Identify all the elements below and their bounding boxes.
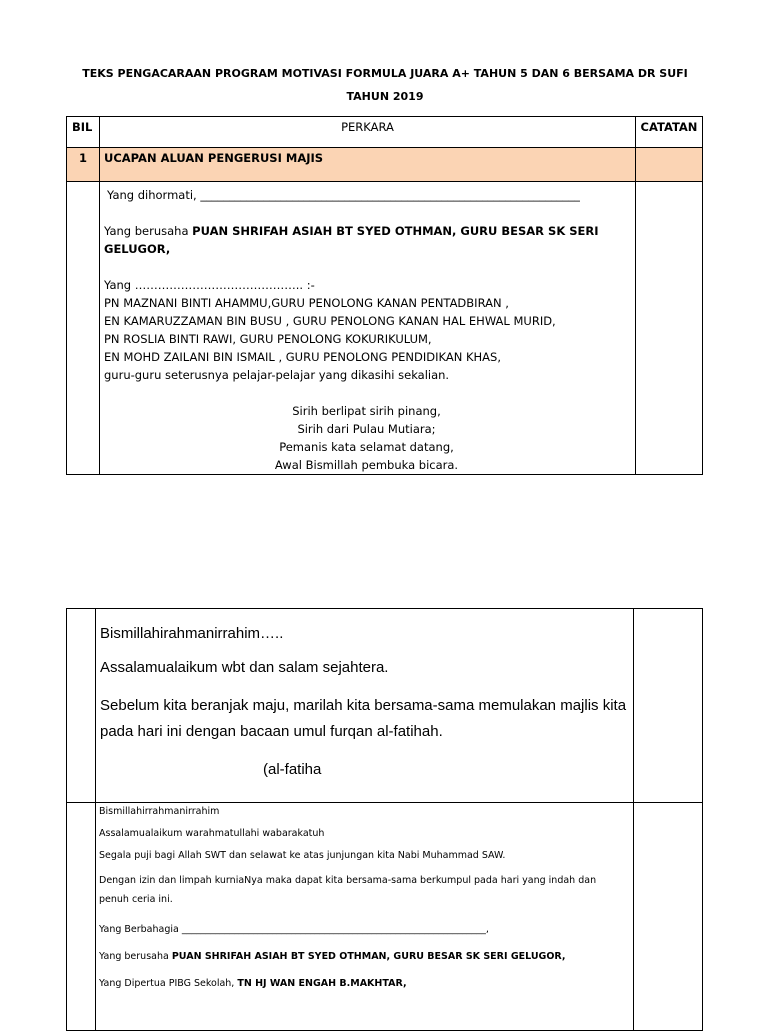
berusaha-prefix: Yang berusaha <box>99 951 172 962</box>
section-row <box>67 148 703 182</box>
guru-besar-name: PUAN SHRIFAH ASIAH BT SYED OTHMAN, GURU BESAR SK SERI GELUGOR, <box>171 951 566 962</box>
bil-cell <box>67 182 100 475</box>
opening-text-cell <box>96 609 634 803</box>
catatan-cell <box>634 803 703 1031</box>
catatan-cell <box>636 182 703 475</box>
bil-cell <box>67 609 96 803</box>
section-number: 1 <box>67 148 100 182</box>
bil-cell <box>67 803 96 1031</box>
welcome-text-cell <box>96 803 634 1031</box>
salam-line: Assalamualaikum wbt dan salam sejahtera. <box>100 659 389 676</box>
dipertua-name: TN HJ WAN ENGAH B.MAKHTAR, <box>237 978 407 989</box>
guru-besar-name: PUAN SHRIFAH ASIAH BT SYED OTHMAN, GURU BESAR SK SERI GELUGOR, <box>104 224 599 256</box>
bismillah-line: Bismillahirrahmanirrahim <box>99 806 220 817</box>
pantun-line: Awal Bismillah pembuka bicara. <box>274 458 459 472</box>
staff-name-line: EN KAMARUZZAMAN BIN BUSU , GURU PENOLONG KANAN HAL EHWAL MURID, <box>104 314 556 328</box>
pantun-line: Sirih dari Pulau Mutiara; <box>297 422 436 436</box>
dipertua-line <box>99 977 629 990</box>
yang-dots-line: Yang …………………………………….. :- <box>104 278 315 292</box>
catatan-cell <box>634 609 703 803</box>
berbahagia-line: Yang Berbahagia ________________________________________________________________, <box>99 924 489 935</box>
program-table <box>66 116 703 475</box>
izin-paragraph: Dengan izin dan limpah kurniaNya maka dapat kita bersama-sama berkumpul pada hari yang indah dan penuh ceria ini. <box>99 875 597 905</box>
script-table <box>66 608 703 1031</box>
staff-name-line: PN ROSLIA BINTI RAWI, GURU PENOLONG KOKURIKULUM, <box>104 332 432 346</box>
sebelum-paragraph: Sebelum kita beranjak maju, marilah kita bersama-sama memulakan majlis kita pada hari ini dengan bacaan umul furqan al-fatihah. <box>100 697 627 740</box>
perkara-cell <box>100 182 636 475</box>
staff-name-line: EN MOHD ZAILANI BIN ISMAIL , GURU PENOLONG PENDIDIKAN KHAS, <box>104 350 502 364</box>
alfatiha-line: (al-fatiha <box>263 761 322 778</box>
section-label: UCAPAN ALUAN PENGERUSI MAJIS <box>100 148 636 182</box>
berusaha-prefix: Yang berusaha <box>104 224 193 238</box>
bismillah-line: Bismillahirahmanirrahim….. <box>100 625 284 642</box>
dipertua-prefix: Yang Dipertua PIBG Sekolah, <box>99 978 238 989</box>
welcome-row <box>67 803 703 1031</box>
salam-line: Assalamualaikum warahmatullahi wabarakatuh <box>99 828 325 839</box>
pantun-line: Pemanis kata selamat datang, <box>279 440 454 454</box>
header-perkara: PERKARA <box>100 117 636 148</box>
content-row <box>67 182 703 475</box>
opening-row <box>67 609 703 803</box>
dihormati-line: Yang dihormati, __________________________________________________________________ <box>107 188 580 202</box>
document-title: TEKS PENGACARAAN PROGRAM MOTIVASI FORMULA JUARA A+ TAHUN 5 DAN 6 BERSAMA DR SUFI <box>82 67 688 80</box>
guru-guru-line: guru-guru seterusnya pelajar-pelajar yang dikasihi sekalian. <box>104 368 450 382</box>
berusaha-line <box>99 950 629 963</box>
document-subtitle: TAHUN 2019 <box>346 90 424 103</box>
staff-name-line: PN MAZNANI BINTI AHAMMU,GURU PENOLONG KANAN PENTADBIRAN , <box>104 296 509 310</box>
section-catatan-cell <box>636 148 703 182</box>
header-bil: BIL <box>67 117 100 148</box>
pantun-line: Sirih berlipat sirih pinang, <box>292 404 441 418</box>
berusaha-line <box>104 222 629 258</box>
header-catatan: CATATAN <box>636 117 703 148</box>
table-header-row <box>67 117 703 148</box>
puji-line: Segala puji bagi Allah SWT dan selawat ke atas junjungan kita Nabi Muhammad SAW. <box>99 850 506 861</box>
